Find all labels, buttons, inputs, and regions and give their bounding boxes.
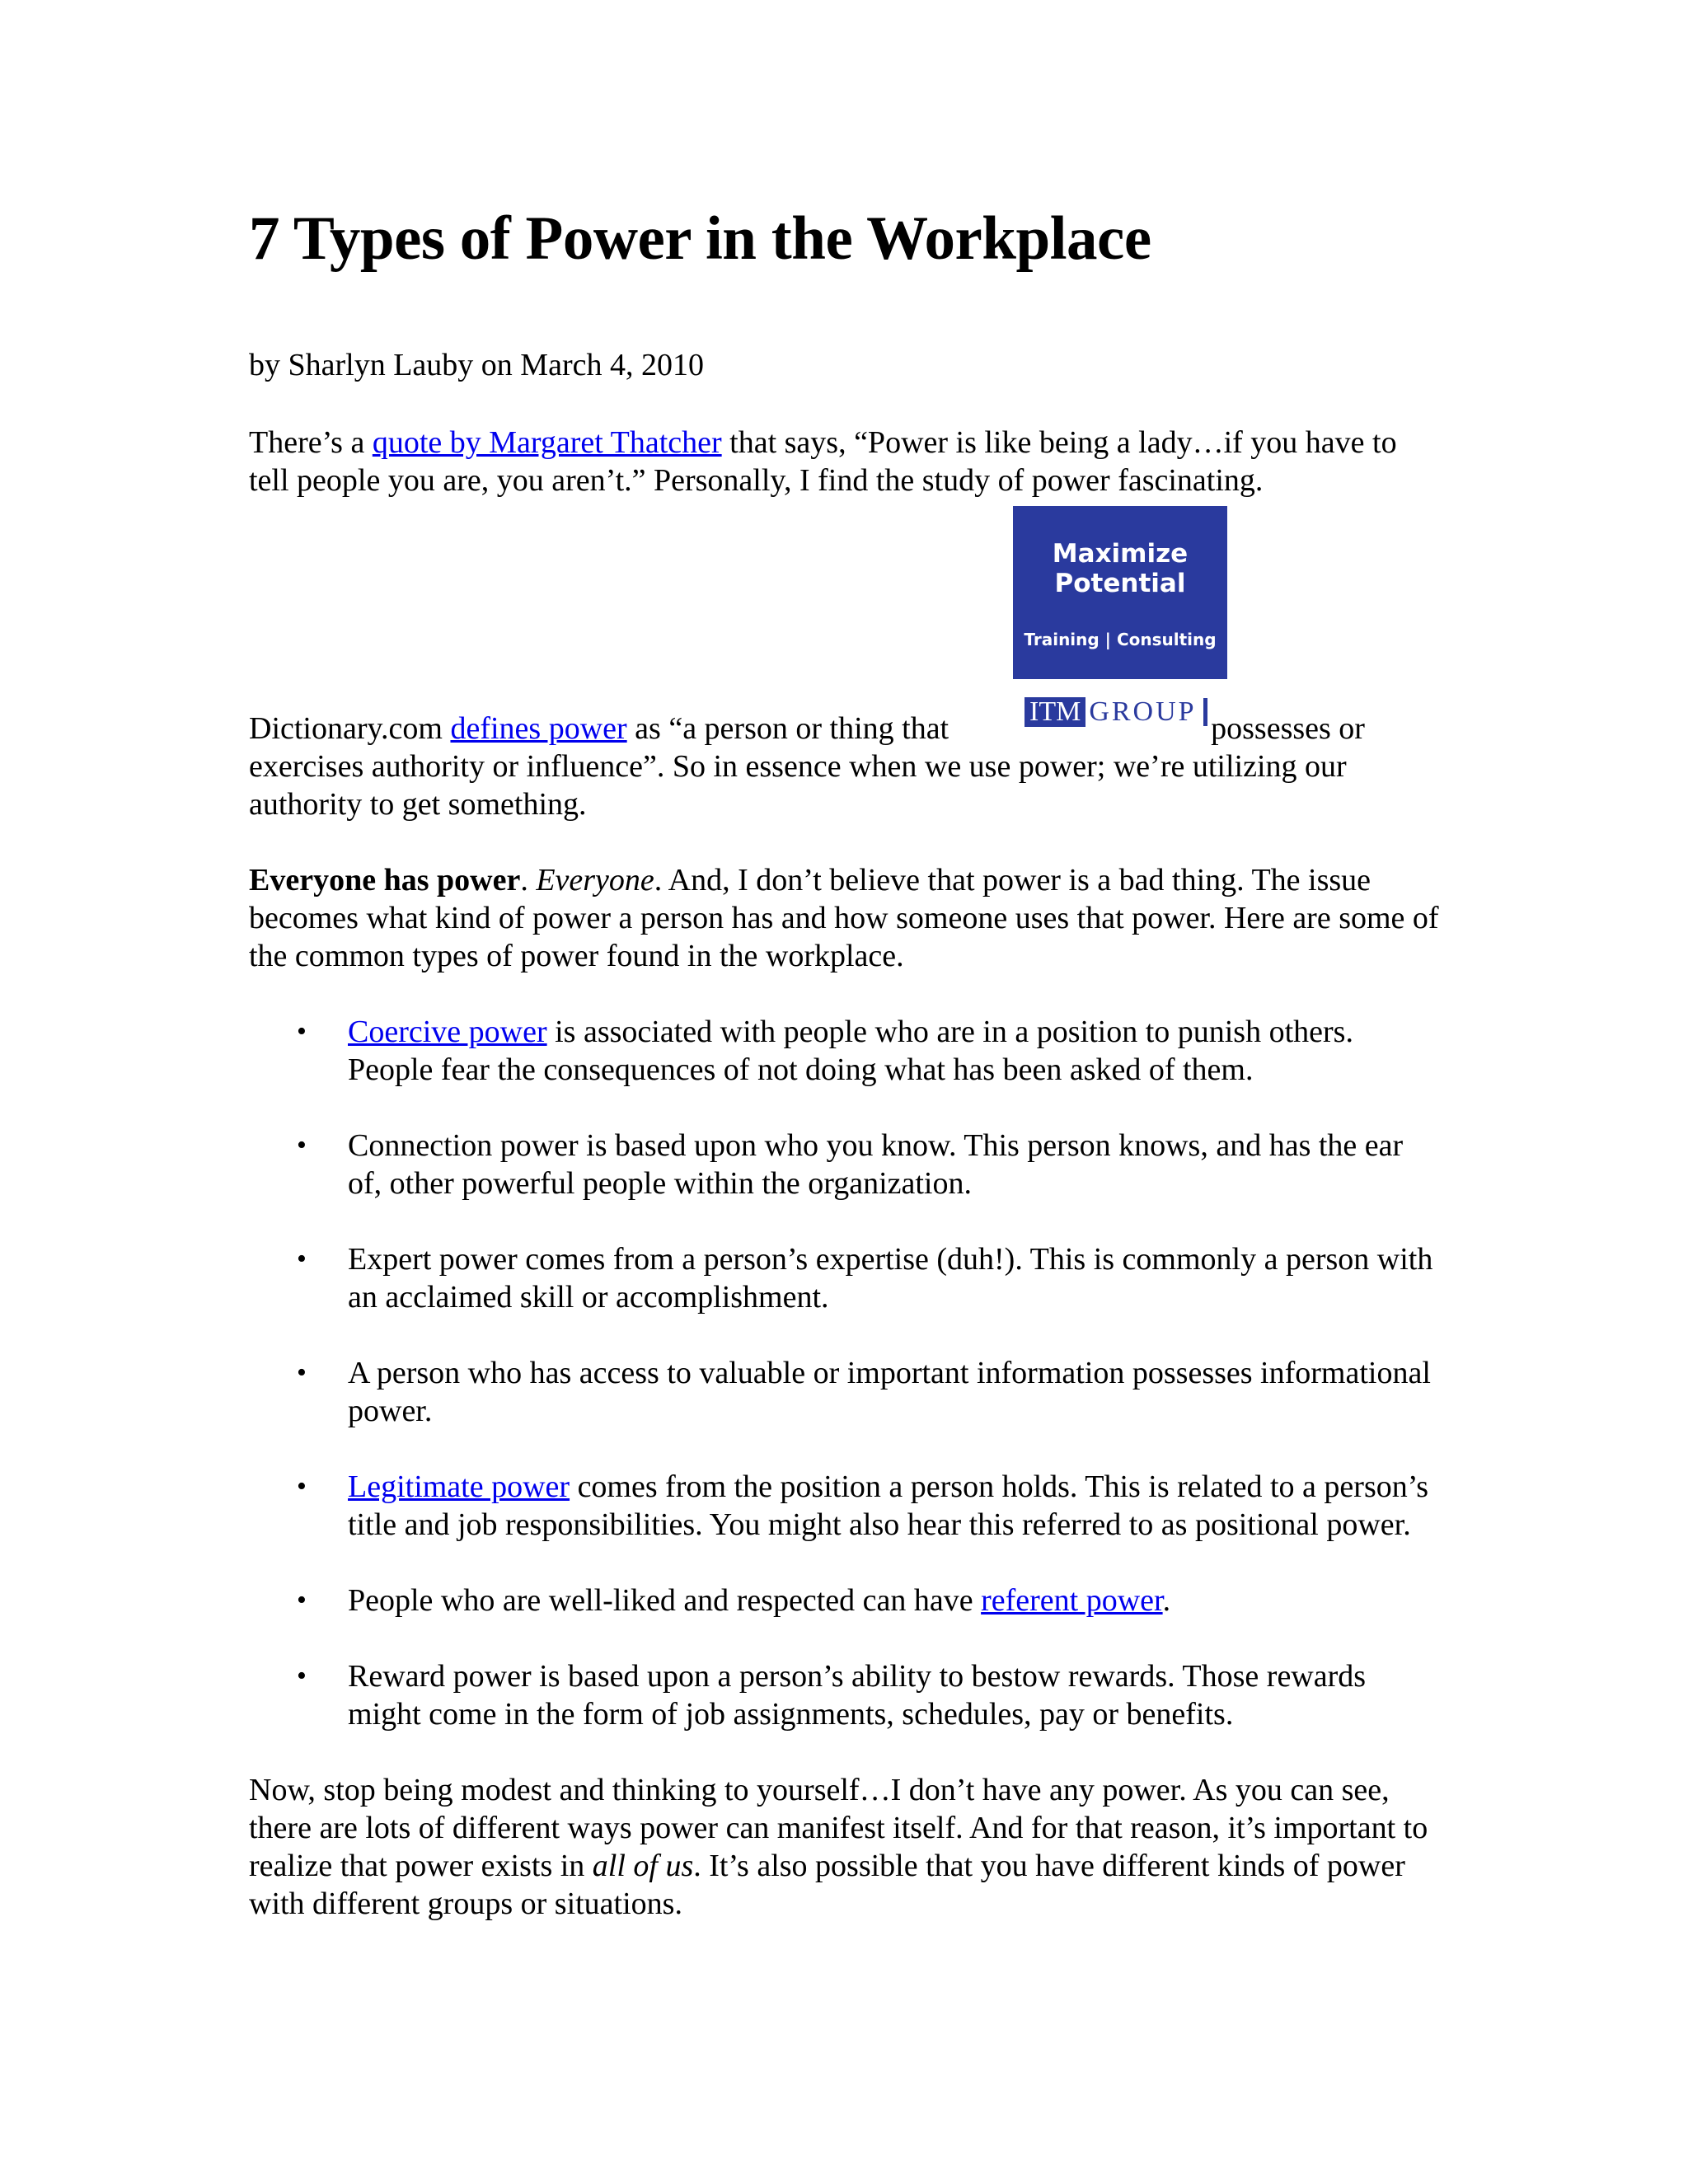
list-item [348,1013,1441,1089]
list-item [348,1127,1441,1202]
list-item-text: . [1162,1583,1171,1618]
everyone-text-2: . And, I don’t believe that power is a bad thing. The issue becomes what kind of power a person has and how someone uses that power. Here are some of the common types of power found in the workplace. [249,863,1439,973]
closing-text-2: . It’s also possible that you have different kinds of power with different groups or situations. [249,1849,1405,1921]
list-item [348,1354,1441,1430]
byline: by Sharlyn Lauby on March 4, 2010 [249,348,704,382]
thatcher-quote-link[interactable]: quote by Margaret Thatcher [372,425,722,460]
logo-spacer [249,499,1441,727]
everyone-italic: Everyone [536,863,654,898]
definition-text-2: as “a person or thing that [626,711,950,746]
closing-italic: all of us [592,1849,694,1883]
definition-text-1: Dictionary.com [249,711,451,746]
referent-power-link[interactable]: referent power [981,1583,1163,1618]
logo-line-1: Maximize [1052,539,1189,569]
list-item [348,1468,1441,1544]
logo-bar-icon [1203,698,1207,726]
list-item-text: People who are well-liked and respected can have [348,1583,982,1618]
list-item-text: Connection power is based upon who you know. This person knows, and has the ear of, other powerful people within the organization. [348,1128,1404,1201]
group-label: GROUP [1089,696,1197,727]
definition-paragraph [249,710,1441,823]
list-item-text: Expert power comes from a person’s expertise (duh!). This is commonly a person with an acclaimed skill or accomplishment. [348,1242,1433,1315]
list-item [348,1657,1441,1733]
defines-power-link[interactable]: defines power [450,711,627,746]
closing-paragraph [249,1771,1441,1923]
itm-group-wordmark [1013,697,1227,727]
intro-text-2: that says, “Power is like being a lady…if you have to tell people you are, you aren’t.” Personally, I find the study of power fascinating. [249,425,1397,498]
legitimate-power-link[interactable]: Legitimate power [348,1469,570,1504]
article-title: 7 Types of Power in the Workplace [249,204,1151,273]
list-item [348,1240,1441,1316]
everyone-text-1: . [520,863,537,898]
logo-line-2: Potential [1054,569,1186,598]
list-item-text: is associated with people who are in a position to punish others. People fear the consequences of not doing what has been asked of them. [348,1015,1353,1087]
definition-text-3: possesses or exercises authority or influence”. So in essence when we use power; we’re utilizing our authority to get something. [249,711,1365,822]
itm-group-logo [1013,506,1227,740]
power-types-list [249,1013,1441,1733]
maximize-potential-banner [1013,506,1227,679]
itm-label: ITM [1025,697,1085,727]
intro-paragraph [249,424,1441,499]
intro-text-1: There’s a [249,425,373,460]
everyone-bold: Everyone has power [249,863,521,898]
list-item-text: comes from the position a person holds. This is related to a person’s title and job responsibilities. You might also hear this referred to as positional power. [348,1469,1429,1542]
list-item-text: A person who has access to valuable or important information possesses informational power. [348,1356,1431,1428]
everyone-paragraph [249,861,1441,975]
logo-tagline: Training | Consulting [1024,630,1217,649]
closing-text-1: Now, stop being modest and thinking to yourself…I don’t have any power. As you can see, there are lots of different ways power can manifest itself. And for that reason, it’s important to realize that power exists in [249,1773,1428,1883]
list-item-text: Reward power is based upon a person’s ability to bestow rewards. Those rewards might come in the form of job assignments, schedules, pay or benefits. [348,1659,1367,1732]
list-item [348,1582,1441,1619]
coercive-power-link[interactable]: Coercive power [348,1015,547,1049]
